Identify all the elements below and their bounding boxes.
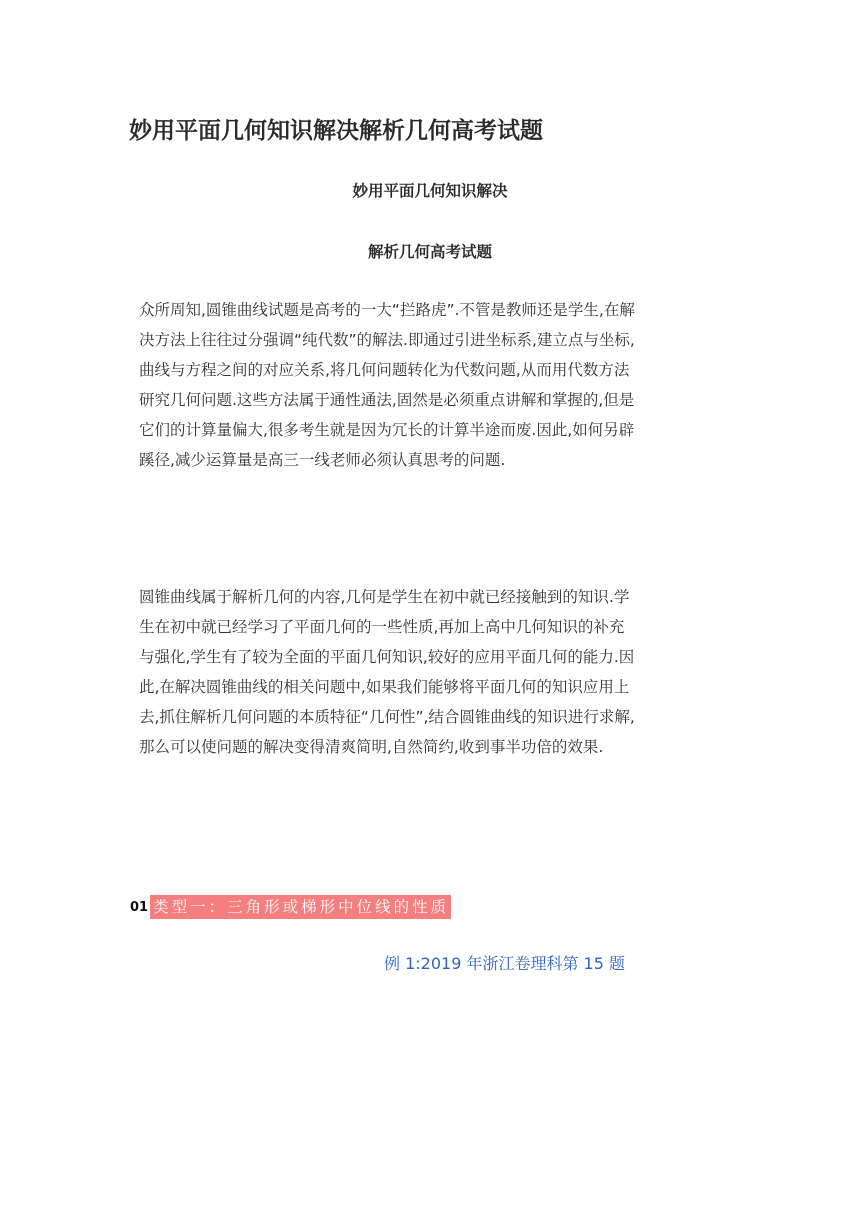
paragraph-line: 蹊径,减少运算量是高三一线老师必须认真思考的问题. [139, 451, 506, 469]
paragraph-line: 研究几何问题.这些方法属于通性通法,固然是必须重点讲解和掌握的,但是 [139, 391, 635, 409]
second-paragraph [139, 582, 721, 762]
subtitle-line-2: 解析几何高考试题 [367, 243, 492, 261]
paragraph-line: 生在初中就已经学习了平面几何的一些性质,再加上高中几何知识的补充 [139, 618, 625, 636]
intro-paragraph [139, 295, 721, 475]
paragraph-line: 去,抓住解析几何问题的本质特征“几何性”,结合圆锥曲线的知识进行求解, [139, 708, 635, 726]
paragraph-line: 曲线与方程之间的对应关系,将几何问题转化为代数问题,从而用代数方法 [139, 361, 630, 379]
paragraph-line: 与强化,学生有了较为全面的平面几何知识,较好的应用平面几何的能力.因 [139, 648, 635, 666]
paragraph-line: 圆锥曲线属于解析几何的内容,几何是学生在初中就已经接触到的知识.学 [139, 588, 630, 606]
example-heading: 例 1:2019 年浙江卷理科第 15 题 [384, 954, 625, 973]
paragraph-line: 那么可以使问题的解决变得清爽简明,自然简约,收到事半功倍的效果. [139, 738, 604, 756]
subtitle-line-1: 妙用平面几何知识解决 [352, 182, 508, 200]
section-number: 01 [130, 899, 149, 915]
document-title: 妙用平面几何知识解决解析几何高考试题 [129, 118, 543, 144]
section-label: 类型一：三角形或梯形中位线的性质 [150, 895, 451, 919]
section-header [130, 895, 451, 919]
paragraph-line: 决方法上往往过分强调“纯代数”的解法.即通过引进坐标系,建立点与坐标, [139, 331, 635, 349]
paragraph-line: 此,在解决圆锥曲线的相关问题中,如果我们能够将平面几何的知识应用上 [139, 678, 630, 696]
paragraph-line: 它们的计算量偏大,很多考生就是因为冗长的计算半途而废.因此,如何另辟 [139, 421, 635, 439]
paragraph-line: 众所周知,圆锥曲线试题是高考的一大“拦路虎”.不管是教师还是学生,在解 [139, 301, 635, 319]
